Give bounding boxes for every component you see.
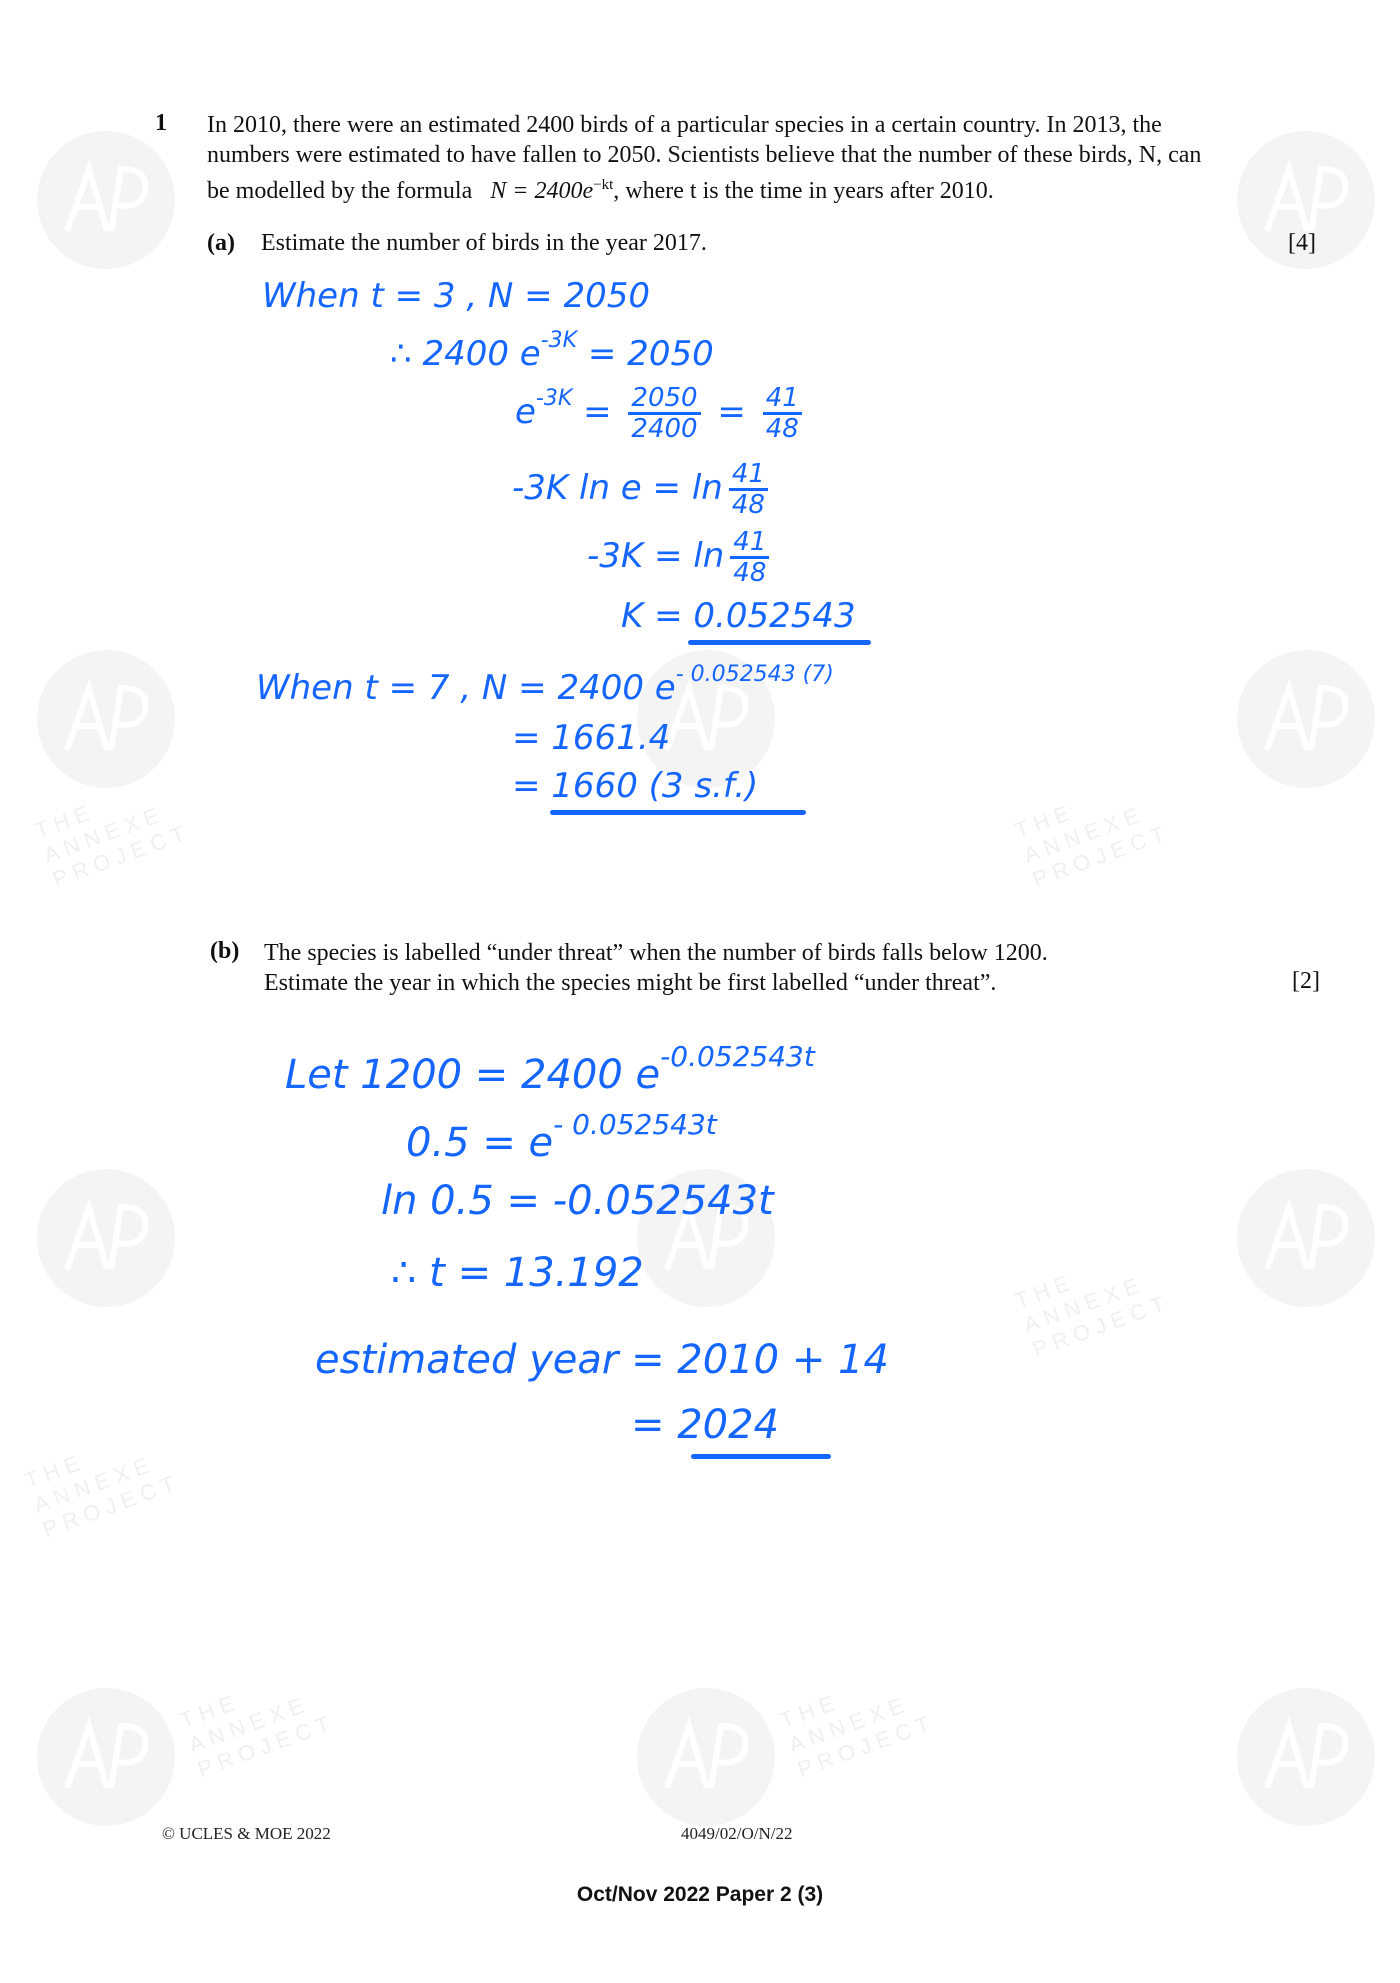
answer-b-line: Let 1200 = 2400 $e^{-0.052543t}$ [285,1040,815,1098]
answer-a-line: -3K = ln $\frac{41}{48}$ [587,528,775,587]
answer-b-line: = 2024 [631,1402,780,1448]
answer-a-line: = 1660 (3 s.f.) [512,766,759,806]
watermark-logo [637,1688,775,1826]
answer-a-line: K = 0.052543 [621,596,856,636]
answer-b-line: $0.5 = e^{- 0.052543t}$ [406,1108,717,1166]
watermark-logo [1237,1169,1375,1307]
answer-a-line: $e^{-3K}$ = $\frac{2050}{2400}$ = $\frac{41}{48}$ [515,384,808,443]
part-b-marks: [2] [1292,968,1320,994]
answer-b-line: ln 0.5 = -0.052543t [381,1178,774,1224]
watermark-text: THE ANNEXE PROJECT [776,1688,939,1783]
part-a-marks: [4] [1288,230,1316,256]
stem-line: In 2010, there were an estimated 2400 birds of a particular species in a certain country. In 2013, the [207,112,1162,138]
stem-line: be modelled by the formula $N = 2400e^{-kt}$, where t is the time in years after 2010. [207,177,994,204]
stem-line: numbers were estimated to have fallen to 2050. Scientists believe that the number of these birds, N, can [207,142,1202,168]
watermark-logo [37,650,175,788]
part-a-text: Estimate the number of birds in the year 2017. [261,230,707,256]
part-b-label: (b) [210,938,240,964]
question-stem [207,110,1317,206]
footer-paper-title: Oct/Nov 2022 Paper 2 (3) [576,1883,824,1906]
answer-a-line: = 1661.4 [512,718,671,758]
watermark-text: THE ANNEXE PROJECT [31,798,194,893]
answer-underline [550,810,806,815]
answer-underline [691,1454,831,1459]
watermark-logo [1237,1688,1375,1826]
final-answer-b: 2024 [677,1402,780,1448]
formula: N = 2400e [490,178,594,204]
part-a-label: (a) [207,230,235,256]
watermark-text: THE ANNEXE PROJECT [1011,798,1174,893]
answer-a-line: ∴ 2400 $e^{-3K} = 2050$ [390,328,714,374]
watermark-logo [37,131,175,269]
watermark-logo [37,1169,175,1307]
watermark-logo [37,1688,175,1826]
part-b-text: The species is labelled “under threat” when the number of birds falls below 1200. Estimate the year in which the species might be first labelled “under threat”. [264,940,1048,996]
footer-copyright: © UCLES & MOE 2022 [162,1824,331,1843]
answer-b-line: ∴ t = 13.192 [391,1250,644,1296]
answer-b-line: estimated year = 2010 + 14 [315,1337,889,1383]
question-number: 1 [155,110,167,136]
watermark-text: THE ANNEXE PROJECT [176,1688,339,1783]
answer-a-line: When t = 3 , N = 2050 [262,276,650,316]
k-value: 0.052543 [693,596,856,636]
watermark-text: THE ANNEXE PROJECT [21,1448,184,1543]
watermark-text: THE ANNEXE PROJECT [1011,1268,1174,1363]
answer-a-line: -3K ln e = ln $\frac{41}{48}$ [512,460,774,519]
answer-a-line: When t = 7 , N = 2400 $e^{- 0.052543 (7)}$ [256,662,834,708]
answer-underline [688,640,871,645]
watermark-logo [1237,650,1375,788]
footer-paper-code: 4049/02/O/N/22 [681,1824,793,1843]
final-answer-a: 1660 (3 s.f.) [551,766,759,806]
